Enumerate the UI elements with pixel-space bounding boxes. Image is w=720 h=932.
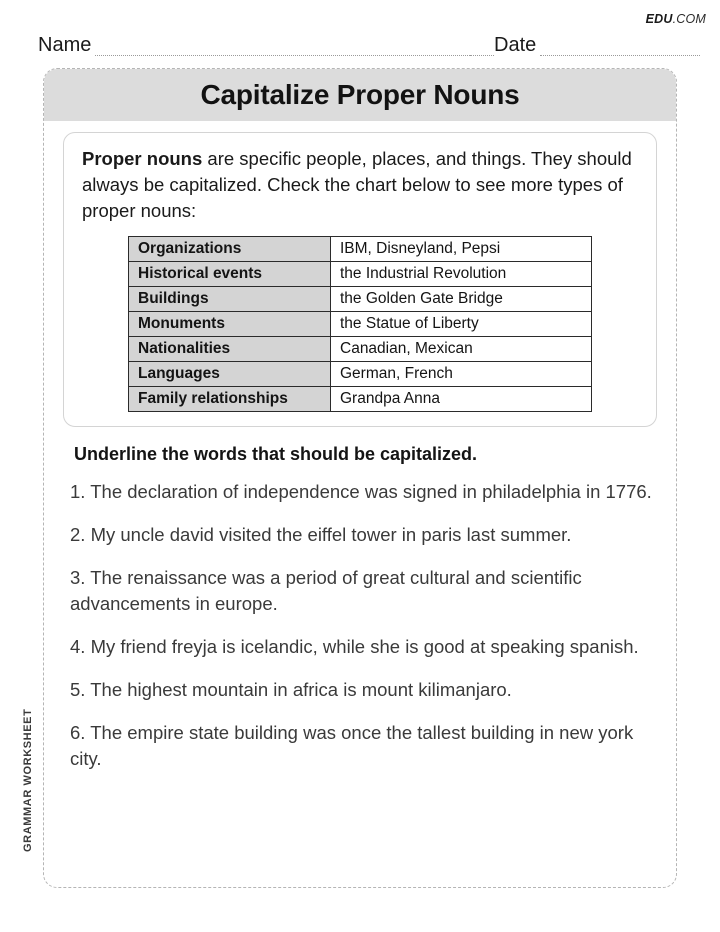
exercise-question-2[interactable]: 2. My uncle david visited the eiffel tower in paris last summer.	[70, 524, 572, 545]
brand-logo-suffix: .COM	[672, 12, 706, 26]
table-row	[129, 262, 592, 287]
brand-logo-primary: EDU	[645, 12, 673, 26]
worksheet-category-label: GRAMMAR WORKSHEET	[22, 708, 34, 852]
exercise-question-4[interactable]: 4. My friend freyja is icelandic, while she is good at speaking spanish.	[70, 636, 639, 657]
table-row	[129, 362, 592, 387]
intro-box	[63, 132, 657, 427]
table-cell-examples: German, French	[331, 362, 592, 387]
table-row	[129, 337, 592, 362]
exercise-question-1[interactable]: 1. The declaration of independence was signed in philadelphia in 1776.	[70, 481, 652, 502]
table-cell-category: Monuments	[129, 312, 331, 337]
name-label: Name	[38, 34, 92, 56]
table-cell-examples: Grandpa Anna	[331, 387, 592, 412]
worksheet-title-bar	[44, 69, 676, 121]
table-row	[129, 312, 592, 337]
worksheet-card	[43, 68, 677, 888]
name-date-row	[38, 30, 700, 56]
table-cell-examples: the Golden Gate Bridge	[331, 287, 592, 312]
exercise-question-5[interactable]: 5. The highest mountain in africa is mount kilimanjaro.	[70, 679, 512, 700]
table-cell-category: Languages	[129, 362, 331, 387]
name-input-rule[interactable]	[95, 35, 470, 56]
brand-logo	[646, 12, 706, 26]
table-cell-category: Organizations	[129, 237, 331, 262]
exercise-question-6[interactable]: 6. The empire state building was once the tallest building in new york city.	[70, 722, 634, 769]
date-rule-lead	[470, 35, 494, 56]
exercise-section	[44, 427, 676, 772]
intro-lead-term: Proper nouns	[82, 148, 203, 169]
table-cell-examples: IBM, Disneyland, Pepsi	[331, 237, 592, 262]
table-cell-category: Family relationships	[129, 387, 331, 412]
name-field[interactable]	[38, 30, 470, 56]
date-input-rule[interactable]	[540, 35, 700, 56]
date-field[interactable]	[470, 30, 700, 56]
intro-rest-text: are specific people, places, and things. They should always be capitalized. Check the chart below to see more types of proper nouns:	[82, 148, 632, 221]
exercise-question-3[interactable]: 3. The renaissance was a period of great cultural and scientific advancements in europe.	[70, 567, 582, 614]
table-row	[129, 287, 592, 312]
proper-noun-table	[128, 236, 592, 412]
table-cell-category: Nationalities	[129, 337, 331, 362]
table-cell-examples: the Statue of Liberty	[331, 312, 592, 337]
table-cell-category: Historical events	[129, 262, 331, 287]
intro-paragraph	[82, 146, 638, 224]
exercise-instruction: Underline the words that should be capitalized.	[74, 444, 478, 464]
table-row	[129, 387, 592, 412]
table-cell-examples: the Industrial Revolution	[331, 262, 592, 287]
table-row	[129, 237, 592, 262]
table-cell-category: Buildings	[129, 287, 331, 312]
table-cell-examples: Canadian, Mexican	[331, 337, 592, 362]
proper-noun-table-body	[129, 237, 592, 412]
date-label: Date	[494, 34, 537, 56]
page-title: Capitalize Proper Nouns	[200, 79, 520, 110]
